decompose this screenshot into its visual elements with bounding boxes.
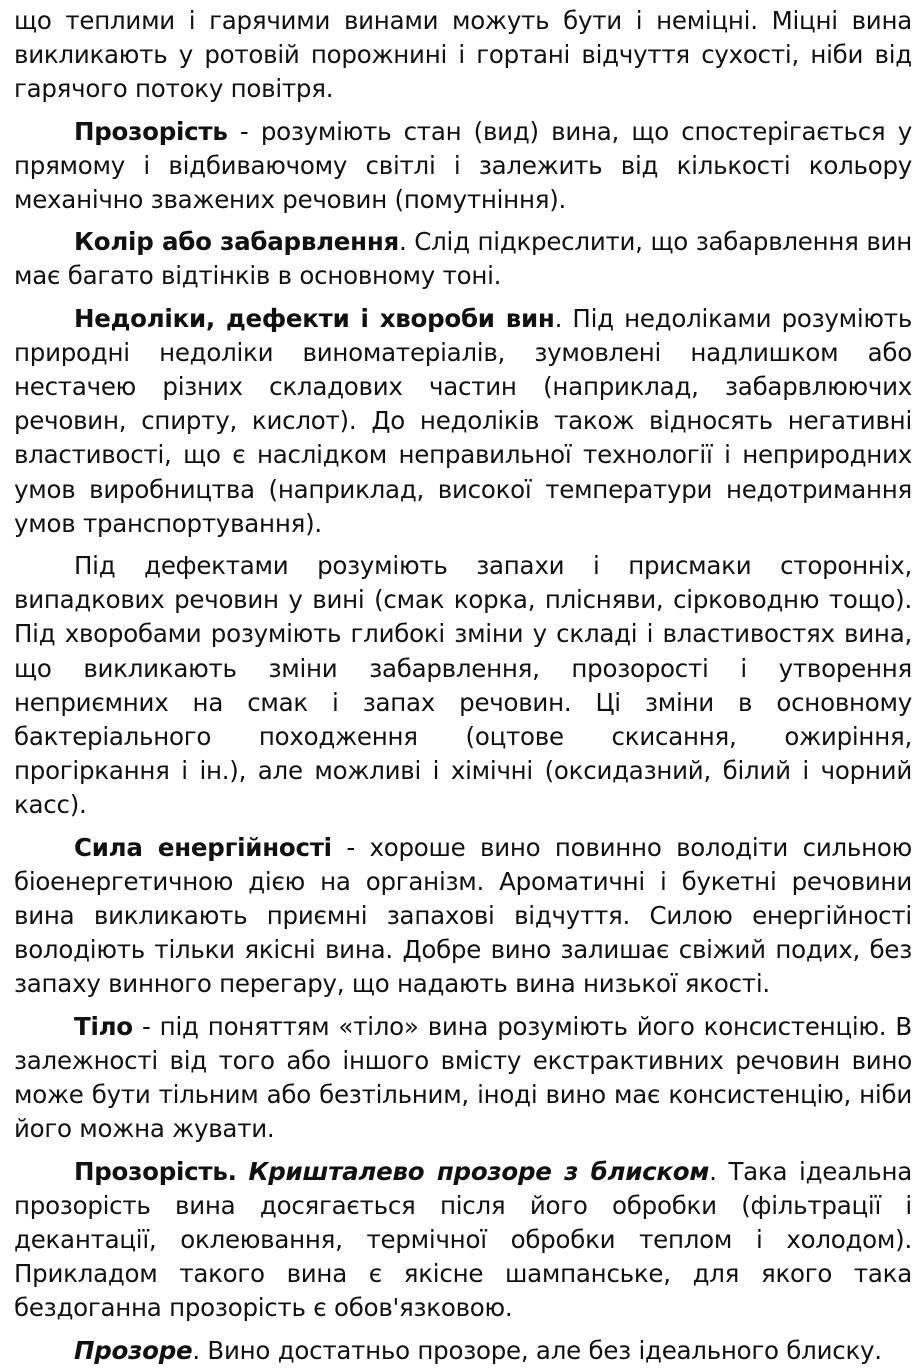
paragraph-text: . Під недоліками розуміють природні недоліки виноматеріалів, зумовлені надлишком або нестачею різних складових частин (наприклад, забарвлюючих речовин, спирту, кислот). До недоліків також відносять негативні властивості, що є наслідком неправильної технології і неприродних умов виробництва (наприклад, високої температури недотримання умов транспортування). [14,303,913,538]
paragraph-clear [14,1334,912,1368]
paragraph-defects-diseases [14,549,912,823]
term-heading: Сила енергійності [74,832,332,862]
paragraph-clarity [14,115,912,218]
term-heading: Прозорість. [74,1156,237,1186]
paragraph-crystal-clear [14,1155,912,1326]
paragraph-text: - під поняттям «тіло» вина розуміють його консистенцію. В залежності від того або іншого вмісту екстрактивних речовин вино може бути тільним або безтільним, іноді вино має консистенцію, ніби його можна жувати. [14,1011,912,1144]
document-page [14,4,912,1368]
term-heading: Колір або забарвлення [74,227,399,257]
paragraph-text: . Слід підкреслити, що забарвлення вин має багато відтінків в основному тоні. [14,227,912,291]
paragraph-body [14,1010,912,1147]
paragraph-text: - хороше вино повинно володіти сильною біоенергетичною дією на організм. Ароматичні і букетні речовини вина викликають приємні запахові відчуття. Силою енергійності володіють тільки якісні вина. Добре вино залишає свіжий подих, без запаху винного перегару, що надають вина низької якості. [14,832,912,999]
term-heading: Тіло [74,1011,133,1041]
paragraph-text: . Вино достатньо прозоре, але без ідеального блиску. [192,1335,882,1365]
paragraph-text: . Така ідеальна прозорість вина досягається після його обробки (фільтрації і декантації, оклеювання, термічної обробки теплом і холодом). Прикладом такого вина є якісне шампанське, для якого така бездоганна прозорість є обов'язковою. [14,1156,912,1323]
spacer-text [237,1157,249,1186]
term-heading: Недоліки, дефекти і хвороби вин [74,303,555,333]
paragraph-energy [14,831,912,1002]
paragraph-text: Під дефектами розуміють запахи і присмаки сторонніх, випадкових речовин у вині (смак корка, плісняви, сірководню тощо). Під хворобами розуміють глибокі зміни у складі і властивостях вина, що викликають зміни забарвлення, прозорості і утворення неприємних на смак і запах речовин. Ці зміни в основному бактеріального походження (оцтове скисання, ожиріння, прогіркання і ін.), але можливі і хімічні (оксидазний, білий і чорний касс). [14,551,912,820]
paragraph-color [14,225,912,293]
paragraph-text: - розуміють стан (вид) вина, що спостерігається у прямому і відбиваючому світлі і залежить від кількості кольору механічно зважених речовин (помутніння). [14,116,912,215]
paragraph-text: що теплими і гарячими винами можуть бути і неміцні. Міцні вина викликають у ротовій порожнині і гортані відчуття сухості, ніби від гарячого потоку повітря. [14,6,912,104]
paragraph-defects [14,302,912,541]
term-heading: Прозорість [74,116,228,146]
term-subheading: Кришталево прозоре з блиском [248,1156,710,1186]
term-subheading: Прозоре [74,1335,193,1365]
paragraph-strength-continued [14,4,912,107]
